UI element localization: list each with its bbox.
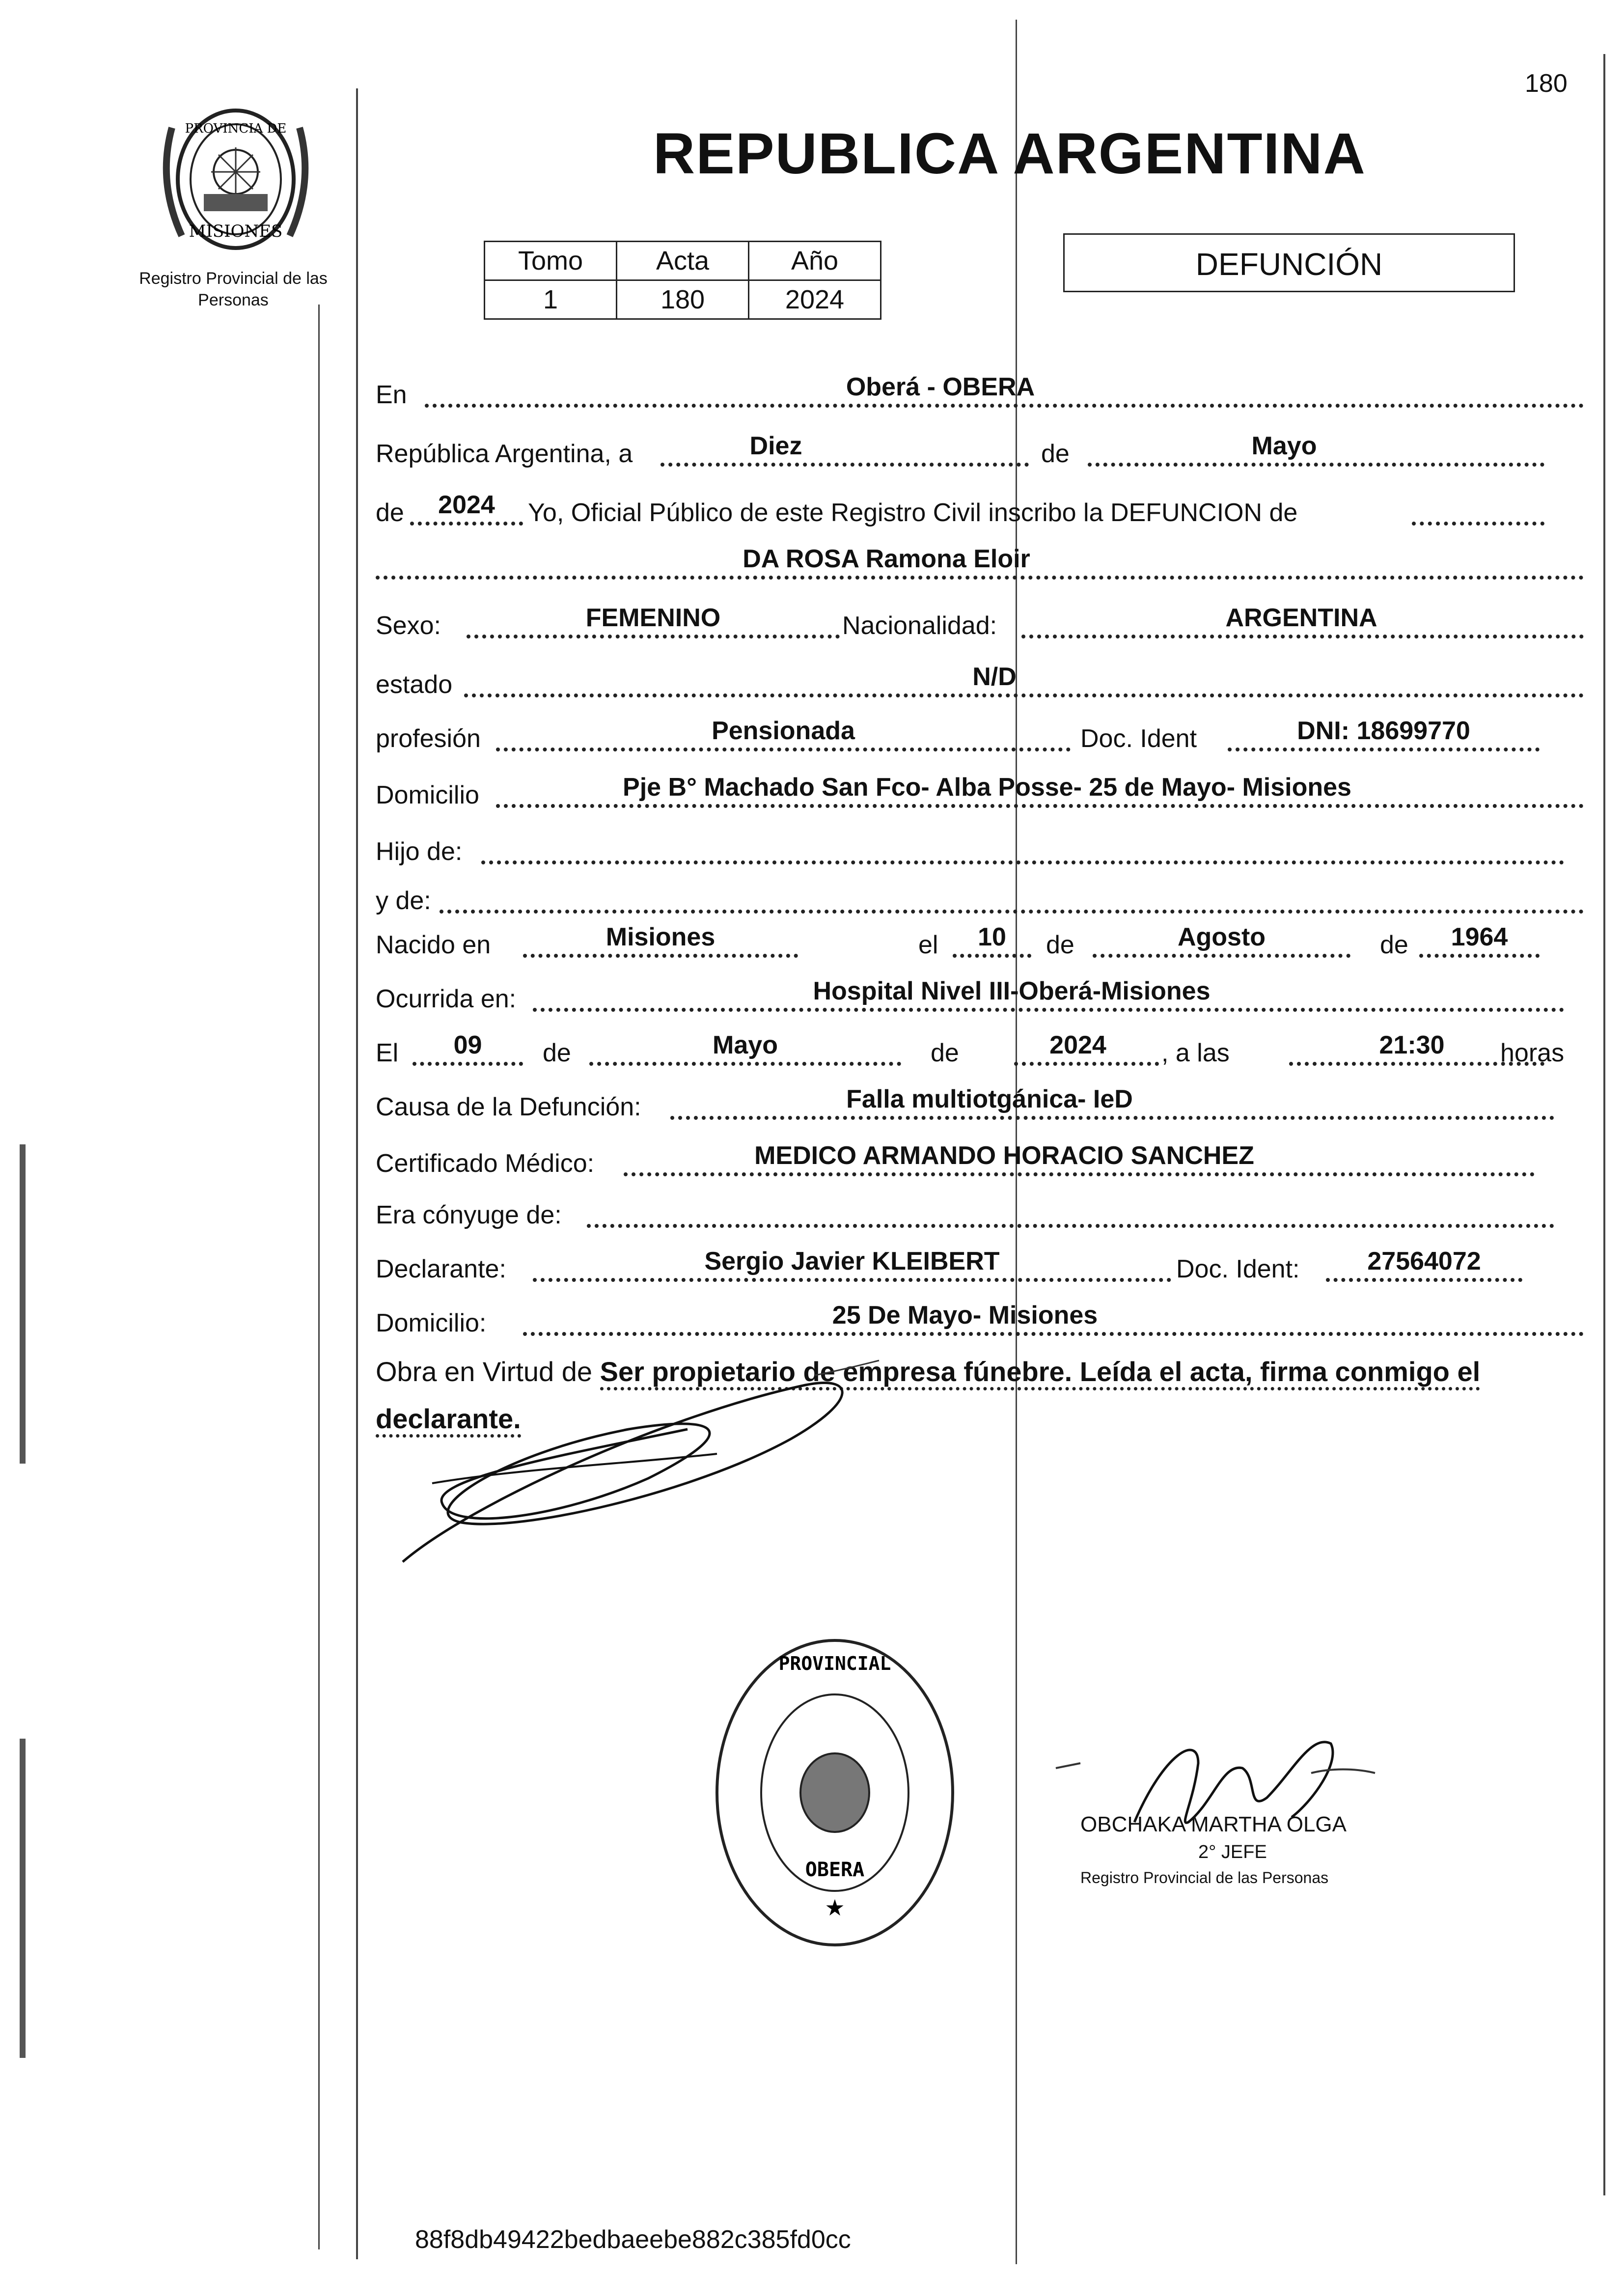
row-conyuge bbox=[376, 1193, 1554, 1233]
label-inscribo: Yo, Oficial Público de este Registro Civil inscribo la DEFUNCION de bbox=[528, 499, 1298, 527]
page-title: REPUBLICA ARGENTINA bbox=[653, 121, 1366, 186]
value-profesion: Pensionada bbox=[712, 717, 855, 745]
value-deceased-name: DA ROSA Ramona Eloir bbox=[743, 545, 1030, 573]
label-certificado: Certificado Médico: bbox=[376, 1149, 595, 1178]
value-tomo: 1 bbox=[485, 280, 617, 319]
header-anio: Año bbox=[749, 242, 881, 280]
value-declarante: Sergio Javier KLEIBERT bbox=[704, 1247, 1000, 1276]
row-domicilio-declarante bbox=[376, 1302, 1584, 1341]
row-deceased-name bbox=[376, 545, 1584, 584]
label-horas: horas bbox=[1500, 1039, 1565, 1067]
field-hijo-de bbox=[481, 830, 1564, 864]
label-y-de: y de: bbox=[376, 887, 431, 915]
value-sexo: FEMENINO bbox=[585, 604, 721, 632]
label-causa: Causa de la Defunción: bbox=[376, 1093, 641, 1121]
label-de-y: de bbox=[931, 1039, 959, 1067]
value-death-time: 21:30 bbox=[1379, 1031, 1445, 1059]
official-name: OBCHAKA MARTHA OLGA bbox=[1080, 1812, 1347, 1836]
label-conyuge: Era cónyuge de: bbox=[376, 1201, 562, 1229]
provincial-crest-logo bbox=[152, 98, 319, 260]
page-number: 180 bbox=[1525, 69, 1568, 98]
header-tomo: Tomo bbox=[485, 242, 617, 280]
value-death-month: Mayo bbox=[713, 1031, 778, 1059]
label-estado: estado bbox=[376, 670, 453, 699]
label-ocurrida: Ocurrida en: bbox=[376, 985, 517, 1013]
registry-label: Registro Provincial de las Personas bbox=[139, 269, 328, 309]
row-estado bbox=[376, 663, 1584, 702]
row-domicilio bbox=[376, 774, 1584, 813]
label-doc-ident-2: Doc. Ident: bbox=[1176, 1255, 1300, 1283]
row-year bbox=[376, 491, 1544, 530]
value-estado: N/D bbox=[972, 663, 1017, 691]
label-republica: República Argentina, a bbox=[376, 440, 633, 468]
value-doc-ident: DNI: 18699770 bbox=[1297, 717, 1470, 745]
field-year-end bbox=[1412, 491, 1544, 526]
value-day: Diez bbox=[749, 432, 802, 460]
label-de-month: de bbox=[1046, 931, 1074, 959]
value-nacionalidad: ARGENTINA bbox=[1225, 604, 1377, 632]
value-month: Mayo bbox=[1251, 432, 1317, 460]
value-nacido-year: 1964 bbox=[1451, 923, 1508, 951]
header-acta: Acta bbox=[617, 242, 749, 280]
row-ocurrida bbox=[376, 977, 1564, 1017]
official-registry: Registro Provincial de las Personas bbox=[1080, 1869, 1329, 1886]
svg-text:PROVINCIA DE: PROVINCIA DE bbox=[185, 121, 287, 136]
label-de-year2: de bbox=[1380, 931, 1408, 959]
label-sexo: Sexo: bbox=[376, 611, 441, 640]
row-certificado bbox=[376, 1142, 1535, 1181]
row-nacido bbox=[376, 923, 1554, 963]
svg-text:★: ★ bbox=[825, 1894, 845, 1921]
declarant-signature bbox=[373, 1356, 913, 1591]
row-sexo bbox=[376, 604, 1584, 643]
value-obra: Ser propietario de empresa fúnebre. Leída el acta, firma conmigo el declarante. bbox=[376, 1356, 1480, 1438]
value-anio: 2024 bbox=[749, 280, 881, 319]
row-causa bbox=[376, 1085, 1554, 1125]
row-declarante bbox=[376, 1248, 1554, 1287]
label-profesion: profesión bbox=[376, 724, 481, 753]
label-de: de bbox=[1041, 440, 1070, 468]
value-death-day: 09 bbox=[453, 1031, 482, 1059]
label-hijo-de: Hijo de: bbox=[376, 837, 463, 866]
label-nacido-en: Nacido en bbox=[376, 931, 491, 959]
row-fecha-defuncion bbox=[376, 1031, 1574, 1071]
label-domicilio-2: Domicilio: bbox=[376, 1309, 487, 1337]
row-y-de bbox=[376, 879, 1584, 918]
label-de-year: de bbox=[376, 499, 404, 527]
label-domicilio: Domicilio bbox=[376, 781, 479, 809]
reference-table bbox=[484, 241, 881, 320]
label-de-m: de bbox=[543, 1039, 571, 1067]
label-el2: El bbox=[376, 1039, 399, 1067]
label-en: En bbox=[376, 381, 407, 409]
row-hijo-de bbox=[376, 830, 1564, 869]
row-fecha bbox=[376, 432, 1544, 471]
value-en: Oberá - OBERA bbox=[846, 373, 1035, 401]
row-en bbox=[376, 373, 1584, 413]
label-a-las: , a las bbox=[1161, 1039, 1230, 1067]
value-death-year: 2024 bbox=[1049, 1031, 1106, 1059]
value-causa: Falla multiotgánica- IeD bbox=[846, 1085, 1133, 1113]
value-ocurrida: Hospital Nivel III-Oberá-Misiones bbox=[813, 977, 1211, 1005]
svg-text:MISIONES: MISIONES bbox=[189, 222, 283, 241]
value-nacido-month: Agosto bbox=[1177, 923, 1266, 951]
value-nacido-place: Misiones bbox=[606, 923, 716, 951]
value-certificado: MEDICO ARMANDO HORACIO SANCHEZ bbox=[754, 1141, 1254, 1170]
value-domicilio-2: 25 De Mayo- Misiones bbox=[832, 1301, 1098, 1330]
registry-seal-stamp bbox=[707, 1631, 963, 1955]
value-acta: 180 bbox=[617, 280, 749, 319]
row-profesion bbox=[376, 717, 1564, 756]
label-el: el bbox=[918, 931, 938, 959]
svg-text:OBERA: OBERA bbox=[805, 1858, 865, 1881]
label-declarante: Declarante: bbox=[376, 1255, 506, 1283]
label-doc-ident: Doc. Ident bbox=[1080, 724, 1197, 753]
document-type-box: DEFUNCIÓN bbox=[1063, 233, 1515, 292]
label-obra: Obra en Virtud de bbox=[376, 1356, 593, 1387]
value-year: 2024 bbox=[438, 491, 495, 519]
official-role: 2° JEFE bbox=[1198, 1842, 1267, 1862]
svg-text:PROVINCIAL: PROVINCIAL bbox=[778, 1653, 891, 1674]
document-hash: 88f8db49422bedbaeebe882c385fd0cc bbox=[415, 2225, 851, 2254]
field-conyuge bbox=[587, 1193, 1554, 1228]
value-domicilio: Pje B° Machado San Fco- Alba Posse- 25 de Mayo- Misiones bbox=[623, 773, 1351, 802]
value-nacido-day: 10 bbox=[978, 923, 1006, 951]
label-nacionalidad: Nacionalidad: bbox=[842, 611, 997, 640]
value-doc-ident-2: 27564072 bbox=[1367, 1247, 1481, 1276]
field-y-de bbox=[440, 879, 1584, 914]
